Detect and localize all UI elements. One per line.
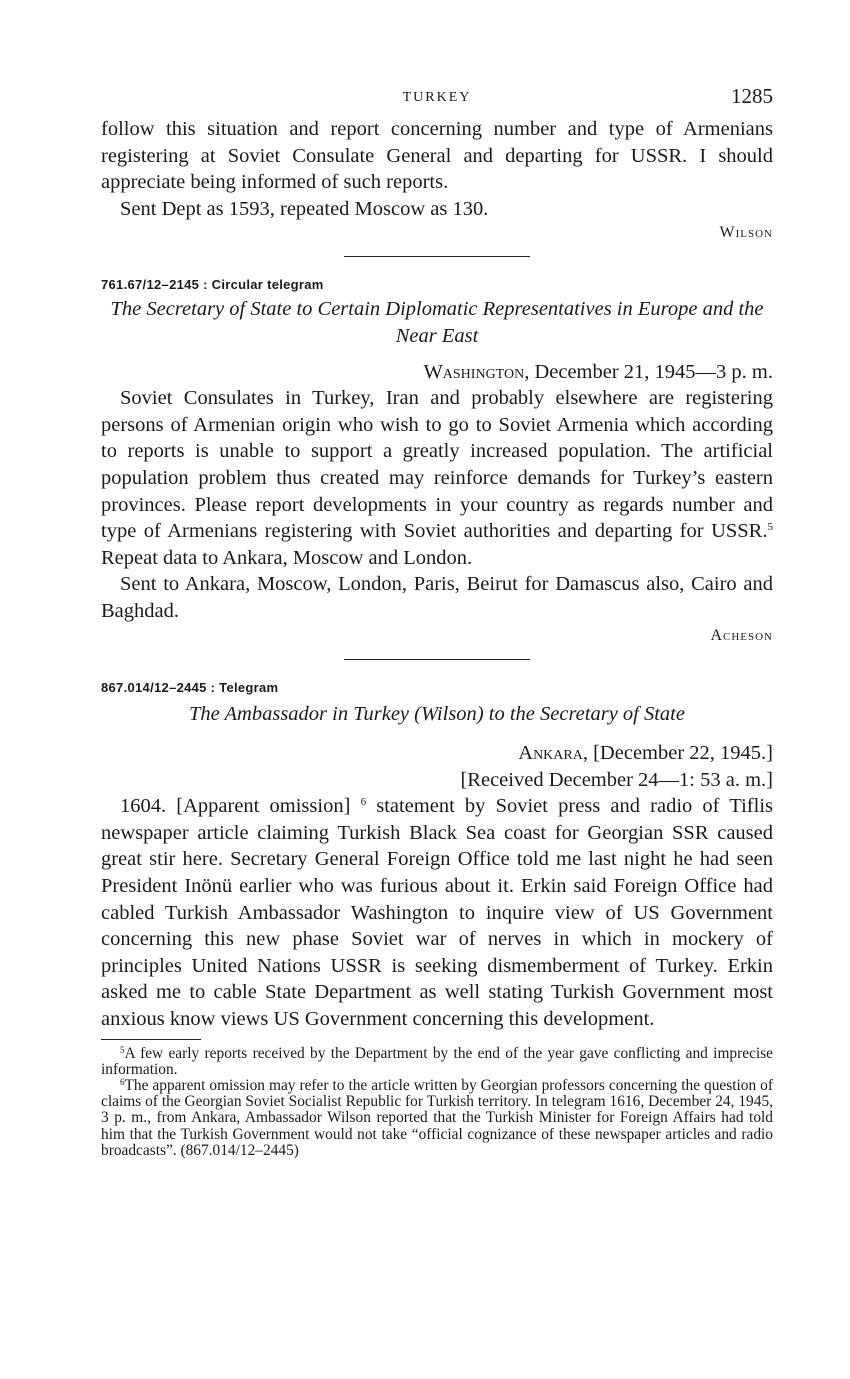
body-text-end: Repeat data to Ankara, Moscow and London. xyxy=(101,546,473,569)
footnote-text: The apparent omission may refer to the article written by Georgian professors concerning the question of claims of the Georgian Soviet Socialist Republic for Turkish territory. In telegram 1616, December 24, 1945, 3 p. m., from Ankara, Ambassador Wilson reported that the Turkish Minister for Foreign Affairs had told him that the Turkish Government would not take “official cognizance of these newspaper articles and radio broadcasts”. (867.014/12–2445) xyxy=(101,1077,773,1159)
dateline xyxy=(101,359,773,386)
footnote-number: 5 xyxy=(120,1044,125,1055)
body-text-end: statement by Soviet press and radio of Tiflis newspaper article claiming Turkish Black Sea coast for Georgian SSR caused great stir here. Secretary General Foreign Office told me last night he had seen President Inönü earlier who was furious about it. Erkin said Foreign Office had cabled Turkish Ambassador Washington to inquire view of US Government concerning this new phase Soviet war of nerves in which in mockery of principles United Nations USSR is seeking dismemberment of Turkey. Erkin asked me to cable State Department as well stating Turkish Government most anxious know views US Government concerning this development. xyxy=(101,795,773,1031)
page-number: 1285 xyxy=(731,84,773,108)
continuation-paragraph: follow this situation and report concerning number and type of Armenians registering at Soviet Consulate General and departing for USSR. I should appreciate being informed of such reports. xyxy=(101,118,773,194)
running-head: TURKEY xyxy=(402,90,472,105)
dateline-date: [December 22, 1945.] xyxy=(587,742,773,765)
document-heading: The Secretary of State to Certain Diplomatic Representatives in Europe and the Near East xyxy=(110,298,764,347)
telegram-body xyxy=(101,385,773,571)
telegram-body xyxy=(101,793,773,1032)
footnote xyxy=(101,1078,773,1159)
heading-text-end: ) to the Secretary of State xyxy=(476,702,685,725)
file-number: 867.014/12–2445 : Telegram xyxy=(101,679,279,695)
dateline-place: Ankara, xyxy=(518,742,588,765)
signature-wilson: Wilson xyxy=(719,224,773,242)
document-page xyxy=(101,84,773,1159)
body-text: 1604. [Apparent omission] xyxy=(120,795,361,818)
footnote xyxy=(101,1046,773,1078)
sent-line: Sent to Ankara, Moscow, London, Paris, Beirut for Damascus also, Cairo and Baghdad. xyxy=(101,573,773,622)
document-heading xyxy=(101,701,773,728)
footnote-number: 6 xyxy=(120,1077,125,1088)
signature-acheson: Acheson xyxy=(710,626,773,644)
heading-text: The Ambassador in Turkey ( xyxy=(189,702,421,725)
received-line: [Received December 24—1: 53 a. m.] xyxy=(460,768,773,791)
sent-line: Sent Dept as 1593, repeated Moscow as 130. xyxy=(120,197,489,220)
dateline xyxy=(101,740,773,767)
page-header xyxy=(101,84,773,114)
footnote-ref: 6 xyxy=(360,796,367,809)
body-text: Soviet Consulates in Turkey, Iran and probably elsewhere are registering persons of Armenian origin who wish to go to Soviet Armenia which according to reports is unable to support a greatly increased population. The artificial population problem thus created may reinforce demands for Turkey’s eastern provinces. Please report developments in your country as regards number and type of Armenians registering with Soviet authorities and departing for USSR. xyxy=(101,387,773,543)
file-number: 761.67/12–2145 : Circular telegram xyxy=(101,277,324,293)
footnote-ref: 5 xyxy=(767,521,773,534)
dateline-date: December 21, 1945—3 p. m. xyxy=(529,360,773,383)
footnote-text: A few early reports received by the Department by the end of the year gave conflicting and imprecise information. xyxy=(101,1044,773,1078)
dateline-place: Washington, xyxy=(423,360,530,383)
heading-name: Wilson xyxy=(420,702,477,725)
